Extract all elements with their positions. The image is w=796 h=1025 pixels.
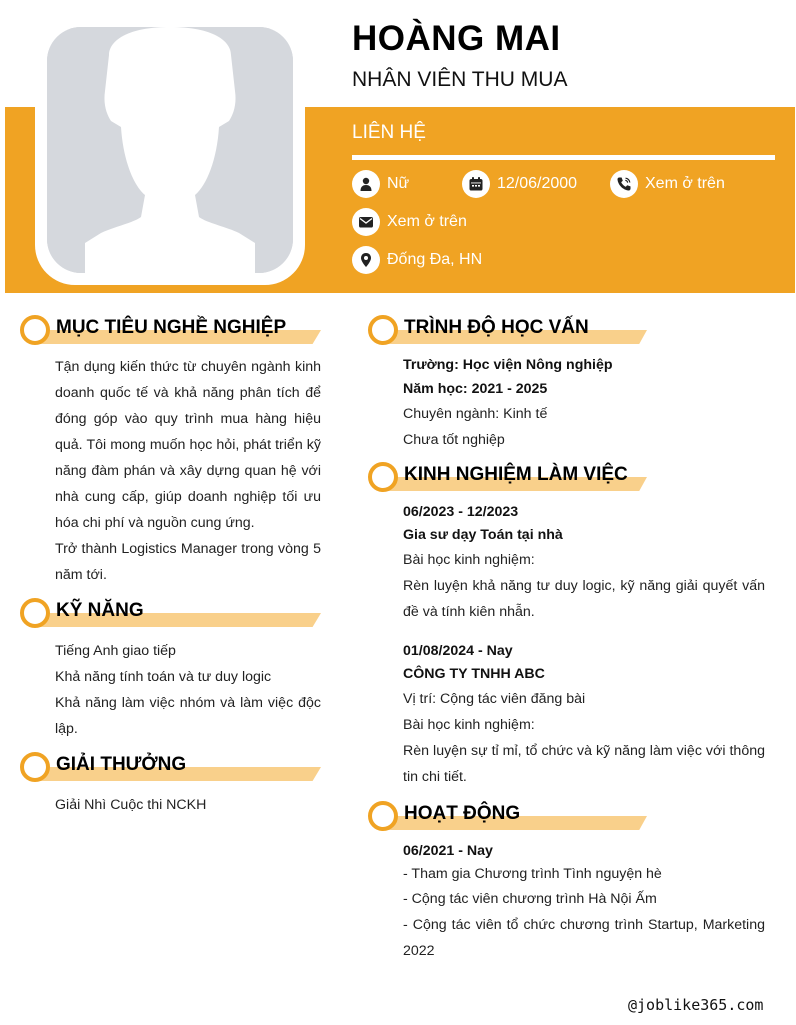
objective-section-header xyxy=(20,315,322,345)
circle-bullet-icon xyxy=(368,315,398,345)
experience-lesson-label: Bài học kinh nghiệm: xyxy=(403,552,535,568)
activities-section-header xyxy=(368,801,647,831)
person-icon xyxy=(352,170,380,198)
experience-position: Vị trí: Cộng tác viên đăng bài xyxy=(403,691,586,707)
objective-body xyxy=(55,354,321,588)
objective-title: MỤC TIÊU NGHỀ NGHIỆP xyxy=(56,317,287,338)
education-school: Trường: Học viện Nông nghiệp xyxy=(403,357,613,373)
experience-org: Gia sư dạy Toán tại nhà xyxy=(403,527,563,543)
circle-bullet-icon xyxy=(20,752,50,782)
objective-paragraph: Tận dụng kiến thức từ chuyên ngành kinh doanh quốc tế và khả năng phân tích để đóng góp vào quy trình mua hàng hiệu quả. Tôi mong muốn học hỏi, phát triển kỹ năng đàm phán và xây dựng quan hệ với nhà cung cấp, giúp doanh nghiệp tối ưu hóa chi phí và nguồn cung ứng. xyxy=(55,359,321,531)
experience-org: CÔNG TY TNHH ABC xyxy=(403,666,545,682)
birthday-value: 12/06/2000 xyxy=(497,175,578,192)
list-item: Khả năng tính toán và tư duy logic xyxy=(55,669,272,685)
experience-period: 06/2023 - 12/2023 xyxy=(403,504,519,520)
phone-value: Xem ở trên xyxy=(645,175,725,192)
contact-email xyxy=(352,208,467,236)
experience-lesson-label: Bài học kinh nghiệm: xyxy=(403,717,535,733)
list-item: - Cộng tác viên tổ chức chương trình Startup, Marketing 2022 xyxy=(403,917,765,959)
experience-period: 01/08/2024 - Nay xyxy=(403,643,513,659)
experience-entry-2 xyxy=(403,640,765,790)
phone-icon xyxy=(610,170,638,198)
education-years: Năm học: 2021 - 2025 xyxy=(403,380,548,397)
skills-list xyxy=(55,638,321,742)
awards-section-header xyxy=(20,752,322,782)
avatar xyxy=(47,27,293,273)
circle-bullet-icon xyxy=(368,801,398,831)
list-item: - Tham gia Chương trình Tình nguyện hè xyxy=(403,866,662,882)
awards-list xyxy=(55,792,321,818)
experience-entry-1 xyxy=(403,501,765,625)
education-status: Chưa tốt nghiệp xyxy=(403,432,505,448)
list-item: Tiếng Anh giao tiếp xyxy=(55,643,176,659)
activities-period: 06/2021 - Nay xyxy=(403,843,493,859)
circle-bullet-icon xyxy=(368,462,398,492)
profile-photo-frame xyxy=(35,15,305,285)
experience-lesson: Rèn luyện sự tỉ mỉ, tổ chức và kỹ năng làm việc với thông tin chi tiết. xyxy=(403,743,765,785)
education-body xyxy=(403,354,765,453)
contact-gender xyxy=(352,170,409,198)
education-section-header xyxy=(368,315,647,345)
list-item: Giải Nhì Cuộc thi NCKH xyxy=(55,797,207,813)
list-item: - Cộng tác viên chương trình Hà Nội Ấm xyxy=(403,891,657,907)
circle-bullet-icon xyxy=(20,315,50,345)
skills-title: KỸ NĂNG xyxy=(56,600,144,621)
circle-bullet-icon xyxy=(20,598,50,628)
activities-body xyxy=(403,840,765,964)
list-item: Khả năng làm việc nhóm và làm việc độc lập. xyxy=(55,695,321,737)
contact-divider xyxy=(352,155,775,160)
objective-goal: Trở thành Logistics Manager trong vòng 5 năm tới. xyxy=(55,541,321,583)
avatar-silhouette-icon xyxy=(47,27,293,273)
experience-section-header xyxy=(368,462,647,492)
calendar-icon xyxy=(462,170,490,198)
contact-heading: LIÊN HỆ xyxy=(352,122,426,143)
email-value: Xem ở trên xyxy=(387,213,467,230)
map-pin-icon xyxy=(352,246,380,274)
awards-title: GIẢI THƯỞNG xyxy=(56,754,187,775)
contact-birthday xyxy=(462,170,577,198)
experience-title: KINH NGHIỆM LÀM VIỆC xyxy=(404,464,628,485)
education-title: TRÌNH ĐỘ HỌC VẤN xyxy=(404,317,589,338)
job-title: NHÂN VIÊN THU MUA xyxy=(352,68,568,91)
contact-address xyxy=(352,246,482,274)
contact-phone xyxy=(610,170,725,198)
activities-title: HOẠT ĐỘNG xyxy=(404,803,521,824)
education-major: Chuyên ngành: Kinh tế xyxy=(403,406,548,422)
envelope-icon xyxy=(352,208,380,236)
candidate-name: HOÀNG MAI xyxy=(352,19,561,58)
address-value: Đống Đa, HN xyxy=(387,251,483,268)
watermark: @joblike365.com xyxy=(628,996,764,1014)
gender-value: Nữ xyxy=(387,175,410,192)
experience-lesson: Rèn luyện khả năng tư duy logic, kỹ năng giải quyết vấn đề và tính kiên nhẫn. xyxy=(403,578,765,620)
skills-section-header xyxy=(20,598,322,628)
